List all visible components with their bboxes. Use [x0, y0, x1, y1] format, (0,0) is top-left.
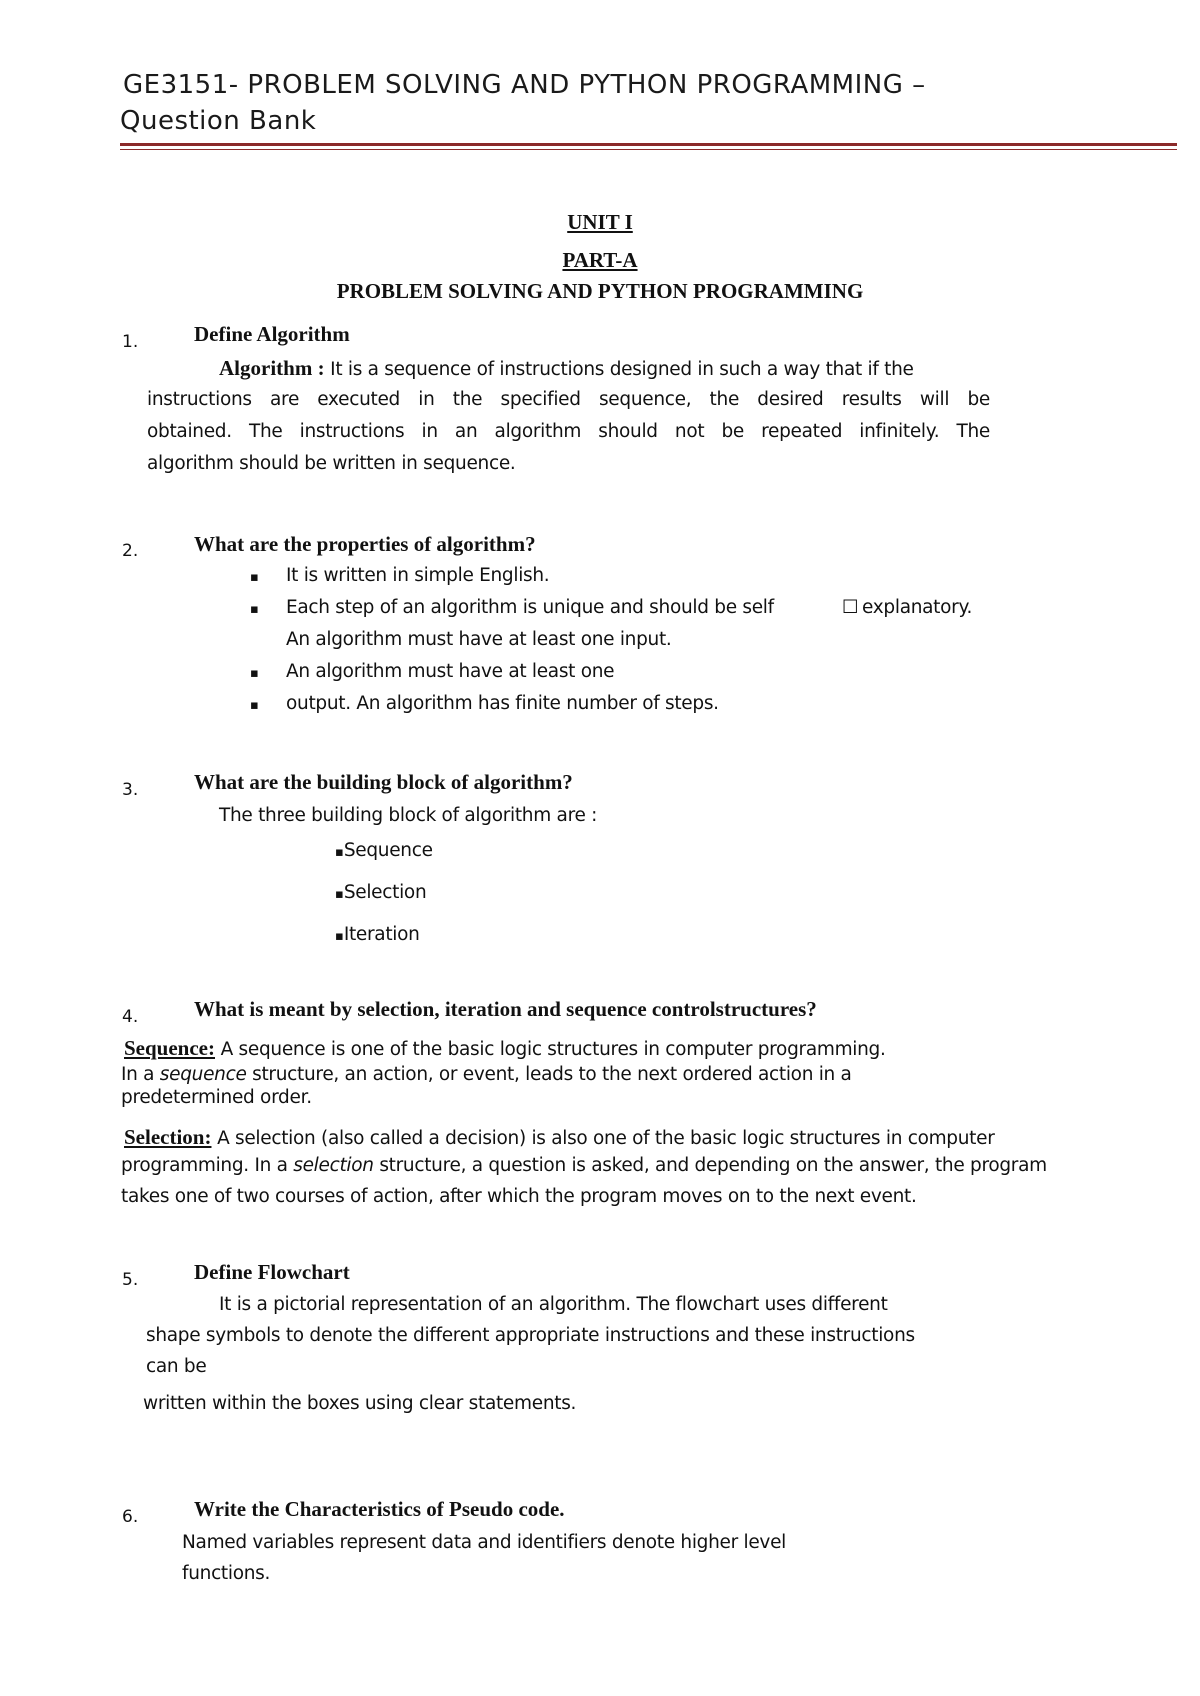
- q1-term: Algorithm :: [219, 356, 325, 380]
- subject-heading: PROBLEM SOLVING AND PYTHON PROGRAMMING: [336, 279, 864, 303]
- q1-line-1: [219, 356, 914, 381]
- q3-title: What are the building block of algorithm?: [194, 770, 573, 794]
- q4-seq-l2a: In a: [121, 1064, 155, 1085]
- q2-bullet-2b: explanatory.: [862, 597, 973, 618]
- q5-line-4: written within the boxes using clear statements.: [143, 1393, 577, 1414]
- header-rule-thin: [120, 149, 1177, 150]
- q4-selection-line-1: [124, 1125, 995, 1150]
- q2-bullet-4-marker: ▪: [250, 698, 259, 713]
- list-item: [335, 882, 426, 903]
- header-title: GE3151- PROBLEM SOLVING AND PYTHON PROGRAMMING –: [123, 70, 926, 100]
- q5-line-2: shape symbols to denote the different appropriate instructions and these instructions: [146, 1325, 915, 1346]
- q5-number: 5.: [122, 1270, 139, 1290]
- q6-number: 6.: [122, 1507, 139, 1527]
- q4-sequence-line-2: [121, 1064, 852, 1085]
- q1-line-4: algorithm should be written in sequence.: [147, 453, 516, 474]
- q4-sel-l2b: structure, a question is asked, and depending on the answer, the program: [379, 1155, 1047, 1176]
- q3-item-3: Iteration: [343, 924, 420, 945]
- unit-heading: UNIT I: [567, 210, 633, 234]
- q4-sequence-term: Sequence:: [124, 1036, 215, 1060]
- q5-line-3: can be: [146, 1356, 207, 1377]
- q4-sel-italic: selection: [293, 1155, 374, 1176]
- q4-seq-italic: sequence: [159, 1064, 247, 1085]
- q1-number: 1.: [122, 332, 139, 352]
- q3-item-2-marker: ▪: [335, 887, 344, 902]
- q4-number: 4.: [122, 1007, 139, 1027]
- q2-bullet-1: It is written in simple English.: [286, 565, 550, 586]
- q2-missing-glyph: ☐: [842, 597, 859, 618]
- q6-line-1: Named variables represent data and identifiers denote higher level: [182, 1532, 786, 1553]
- q6-line-2: functions.: [182, 1563, 271, 1584]
- q3-item-3-marker: ▪: [335, 929, 344, 944]
- q3-number: 3.: [122, 780, 139, 800]
- q3-item-1-marker: ▪: [335, 845, 344, 860]
- q6-title: Write the Characteristics of Pseudo code.: [194, 1497, 565, 1521]
- q2-bullet-1-marker: ▪: [250, 570, 259, 585]
- q3-intro: The three building block of algorithm are :: [219, 805, 598, 826]
- header-rule-thick: [120, 143, 1177, 146]
- q3-item-2: Selection: [343, 882, 427, 903]
- q5-line-1: It is a pictorial representation of an algorithm. The flowchart uses different: [219, 1294, 888, 1315]
- q4-selection-text: A selection (also called a decision) is also one of the basic logic structures in computer: [217, 1128, 995, 1149]
- q1-line-3: obtained. The instructions in an algorithm should not be repeated infinitely. The: [147, 421, 990, 442]
- q4-sel-l2a: programming. In a: [121, 1155, 288, 1176]
- q2-title: What are the properties of algorithm?: [194, 532, 536, 556]
- q1-title: Define Algorithm: [194, 322, 350, 346]
- part-heading: PART-A: [562, 248, 638, 272]
- q1-text-1: It is a sequence of instructions designed in such a way that if the: [330, 359, 914, 380]
- q5-title: Define Flowchart: [194, 1260, 350, 1284]
- q2-bullet-4: output. An algorithm has finite number of steps.: [286, 693, 719, 714]
- q4-selection-line-2: [121, 1155, 1047, 1176]
- q4-sequence-line-1: [124, 1036, 886, 1061]
- q4-seq-l2b: structure, an action, or event, leads to the next ordered action in a: [252, 1064, 852, 1085]
- list-item: [335, 924, 420, 945]
- header-subtitle: Question Bank: [120, 106, 317, 136]
- q2-number: 2.: [122, 541, 139, 561]
- q1-line-2: instructions are executed in the specified sequence, the desired results will be: [147, 389, 990, 410]
- list-item: [335, 840, 433, 861]
- q2-bullet-3-marker: ▪: [250, 666, 259, 681]
- q2-bullet-3: An algorithm must have at least one: [286, 661, 615, 682]
- q4-selection-line-3: takes one of two courses of action, after which the program moves on to the next event.: [121, 1186, 917, 1207]
- q4-selection-term: Selection:: [124, 1125, 212, 1149]
- q3-item-1: Sequence: [343, 840, 433, 861]
- q4-sequence-text: A sequence is one of the basic logic structures in computer programming.: [220, 1039, 886, 1060]
- q2-plain-line: An algorithm must have at least one input.: [286, 629, 672, 650]
- q2-bullet-2-marker: ▪: [250, 602, 259, 617]
- q4-sequence-line-3: predetermined order.: [121, 1087, 312, 1108]
- q4-title: What is meant by selection, iteration and sequence controlstructures?: [194, 997, 817, 1021]
- q2-bullet-2a: Each step of an algorithm is unique and should be self: [286, 597, 774, 618]
